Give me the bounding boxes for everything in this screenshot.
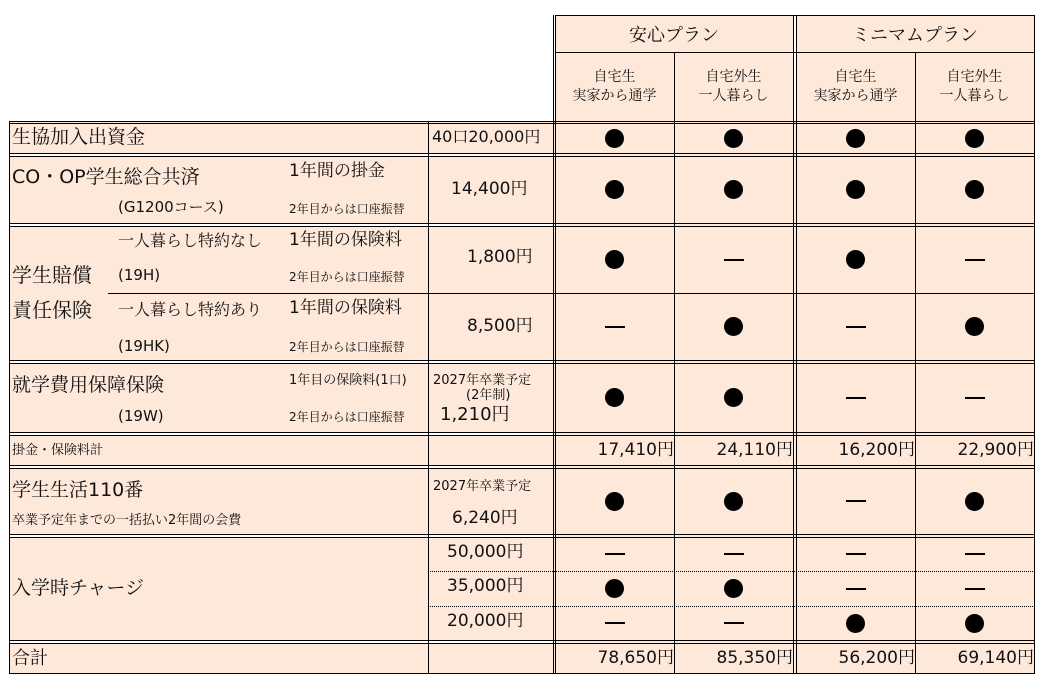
grid-line [9, 432, 1035, 433]
mark-cell-coop [674, 156, 793, 223]
mark-cell-charge-50000 [796, 537, 915, 571]
not-included-dash-icon [724, 553, 744, 555]
plan-header-minimum [796, 15, 1034, 52]
grid-line [555, 52, 1035, 53]
included-dot-icon [605, 388, 624, 407]
not-included-dash-icon [965, 259, 985, 261]
total-anshin-home: 78,650円 [597, 647, 674, 668]
col-header-anshin-home [555, 52, 674, 121]
included-dot-icon [605, 492, 624, 511]
col-header-line: 自宅生 [834, 68, 877, 85]
row-label-subtotal: 掛金・保険料計 [12, 443, 104, 458]
not-included-dash-icon [846, 326, 866, 328]
grid-line [555, 15, 1035, 16]
mark-cell-charge-35000 [555, 571, 674, 606]
mark-cell-shugaku [555, 363, 674, 432]
grid-line [553, 15, 554, 674]
mark-cell-seikatsu [915, 468, 1034, 534]
grid-line [428, 121, 429, 674]
mark-cell-charge-50000 [555, 537, 674, 571]
mark-cell-charge-20000 [674, 606, 793, 640]
col-header-line: 一人暮らし [698, 87, 769, 104]
included-dot-icon [846, 180, 865, 199]
price-seikyo: 40口20,000円 [432, 127, 541, 146]
type-baisho1: 一人暮らし特約なし [118, 231, 263, 250]
type-baisho2: 一人暮らし特約あり [118, 300, 263, 319]
term-coop: 1年間の掛金 [289, 161, 385, 181]
mark-cell-baisho1 [796, 226, 915, 293]
grid-line [9, 465, 1035, 466]
included-dot-icon [724, 492, 743, 511]
mark-cell-charge-35000 [796, 571, 915, 606]
grid-line [9, 223, 1035, 224]
grid-line [9, 153, 1035, 154]
mark-cell-baisho1 [555, 226, 674, 293]
row-label-seikatsu: 学生生活110番 [12, 479, 144, 501]
mark-cell-coop [915, 156, 1034, 223]
col-header-anshin-away [674, 52, 793, 121]
mark-cell-baisho1 [915, 226, 1034, 293]
mark-cell-baisho2 [555, 293, 674, 360]
total-minimum-away: 69,140円 [957, 647, 1034, 668]
row-label-shugaku: 就学費用保障保険 [12, 374, 165, 396]
included-dot-icon [965, 492, 984, 511]
not-included-dash-icon [605, 326, 625, 328]
mark-cell-baisho2 [674, 293, 793, 360]
included-dot-icon [605, 250, 624, 269]
grid-line [1034, 15, 1035, 674]
grid-line [9, 435, 1035, 436]
subtotal-minimum-home: 16,200円 [838, 439, 915, 460]
price-coop: 14,400円 [451, 179, 528, 199]
row-bg-total [9, 643, 555, 673]
grid-line [9, 121, 10, 674]
included-dot-icon [605, 180, 624, 199]
not-included-dash-icon [846, 397, 866, 399]
col-header-minimum-away [915, 52, 1034, 121]
not-included-dash-icon [724, 259, 744, 261]
note-shugaku-1: 2027年卒業予定 [433, 373, 532, 388]
row-label-seikyo: 生協加入出資金 [12, 126, 146, 148]
mark-cell-charge-20000 [555, 606, 674, 640]
mark-cell-seikyo [915, 123, 1034, 153]
mark-cell-charge-35000 [674, 571, 793, 606]
mark-cell-seikyo [796, 123, 915, 153]
row-label-charge: 入学時チャージ [12, 577, 145, 599]
not-included-dash-icon [846, 588, 866, 590]
renew-baisho2: 2年目からは口座振替 [289, 340, 405, 354]
price-charge-20000: 20,000円 [447, 611, 524, 631]
grid-line [9, 360, 1035, 361]
mark-cell-charge-35000 [915, 571, 1034, 606]
not-included-dash-icon [846, 500, 866, 502]
grid-line [555, 15, 556, 674]
included-dot-icon [965, 317, 984, 336]
group-label-baisho-1: 学生賠償 [12, 263, 92, 287]
col-header-minimum-home [796, 52, 915, 121]
price-seikatsu: 6,240円 [452, 508, 518, 528]
mark-cell-coop [555, 156, 674, 223]
grid-line [9, 123, 1035, 124]
price-shugaku: 1,210円 [440, 404, 510, 425]
grid-dotted-line [428, 571, 1035, 572]
grid-dotted-line [428, 606, 1035, 607]
row-sub-coop: (G1200コース) [118, 198, 224, 216]
row-label-total: 合計 [12, 648, 48, 669]
renew-shugaku: 2年目からは口座振替 [289, 410, 405, 424]
mark-cell-charge-50000 [674, 537, 793, 571]
mark-cell-shugaku [674, 363, 793, 432]
grid-line [9, 226, 1035, 227]
row-sub-seikatsu: 卒業予定年までの一括払い2年間の会費 [12, 513, 242, 528]
group-label-baisho-2: 責任保険 [12, 298, 92, 322]
mark-cell-charge-20000 [915, 606, 1034, 640]
grid-line [9, 468, 1035, 469]
term-shugaku: 1年目の保険料(1口) [289, 373, 407, 388]
grid-line [9, 121, 1035, 122]
plan-name: 安心プラン [629, 24, 719, 46]
grid-line [9, 363, 1035, 364]
col-header-line: 実家から通学 [572, 87, 657, 104]
mark-cell-seikatsu [555, 468, 674, 534]
grid-line [9, 534, 1035, 535]
included-dot-icon [605, 129, 624, 148]
row-label-coop: CO・OP学生総合共済 [12, 166, 200, 188]
mark-cell-shugaku [796, 363, 915, 432]
note-shugaku-2: (2年制) [466, 388, 511, 403]
grid-line [674, 52, 675, 674]
price-baisho1: 1,800円 [467, 247, 533, 267]
renew-coop: 2年目からは口座振替 [289, 202, 405, 216]
grid-line [9, 643, 1035, 644]
mark-cell-seikyo [555, 123, 674, 153]
col-header-line: 一人暮らし [939, 87, 1010, 104]
included-dot-icon [965, 614, 984, 633]
total-anshin-away: 85,350円 [716, 647, 793, 668]
mark-cell-charge-20000 [796, 606, 915, 640]
included-dot-icon [724, 180, 743, 199]
not-included-dash-icon [846, 553, 866, 555]
included-dot-icon [605, 579, 624, 598]
not-included-dash-icon [965, 553, 985, 555]
mark-cell-baisho2 [796, 293, 915, 360]
grid-line [108, 293, 1035, 294]
term-baisho1: 1年間の保険料 [289, 230, 402, 250]
col-header-line: 自宅外生 [705, 68, 762, 85]
included-dot-icon [724, 317, 743, 336]
grid-line [915, 52, 916, 674]
not-included-dash-icon [965, 397, 985, 399]
subtotal-minimum-away: 22,900円 [957, 439, 1034, 460]
mark-cell-seikatsu [674, 468, 793, 534]
not-included-dash-icon [724, 622, 744, 624]
grid-line [793, 15, 794, 674]
mark-cell-seikyo [674, 123, 793, 153]
col-header-line: 実家から通学 [813, 87, 898, 104]
term-baisho2: 1年間の保険料 [289, 298, 402, 318]
included-dot-icon [724, 579, 743, 598]
grid-line [9, 156, 1035, 157]
included-dot-icon [846, 614, 865, 633]
included-dot-icon [965, 180, 984, 199]
subtotal-anshin-away: 24,110円 [716, 439, 793, 460]
plan-header-anshin [555, 15, 793, 52]
mark-cell-coop [796, 156, 915, 223]
code-baisho2: (19HK) [118, 337, 170, 355]
mark-cell-baisho1 [674, 226, 793, 293]
price-charge-50000: 50,000円 [447, 542, 524, 562]
code-baisho1: (19H) [118, 266, 161, 284]
not-included-dash-icon [965, 588, 985, 590]
mark-cell-charge-50000 [915, 537, 1034, 571]
total-minimum-home: 56,200円 [838, 647, 915, 668]
grid-line [9, 640, 1035, 641]
included-dot-icon [846, 250, 865, 269]
grid-line [9, 673, 1035, 674]
plan-name: ミニマムプラン [852, 24, 978, 46]
price-charge-35000: 35,000円 [447, 576, 524, 596]
included-dot-icon [965, 129, 984, 148]
col-header-line: 自宅外生 [946, 68, 1003, 85]
code-shugaku: (19W) [118, 407, 164, 425]
col-header-line: 自宅生 [593, 68, 636, 85]
price-baisho2: 8,500円 [467, 316, 533, 336]
not-included-dash-icon [605, 622, 625, 624]
mark-cell-baisho2 [915, 293, 1034, 360]
renew-baisho1: 2年目からは口座振替 [289, 270, 405, 284]
included-dot-icon [724, 129, 743, 148]
included-dot-icon [724, 388, 743, 407]
mark-cell-shugaku [915, 363, 1034, 432]
not-included-dash-icon [605, 553, 625, 555]
included-dot-icon [846, 129, 865, 148]
subtotal-anshin-home: 17,410円 [597, 439, 674, 460]
note-seikatsu: 2027年卒業予定 [433, 479, 532, 494]
mark-cell-seikatsu [796, 468, 915, 534]
grid-line [796, 15, 797, 674]
grid-line [9, 537, 1035, 538]
